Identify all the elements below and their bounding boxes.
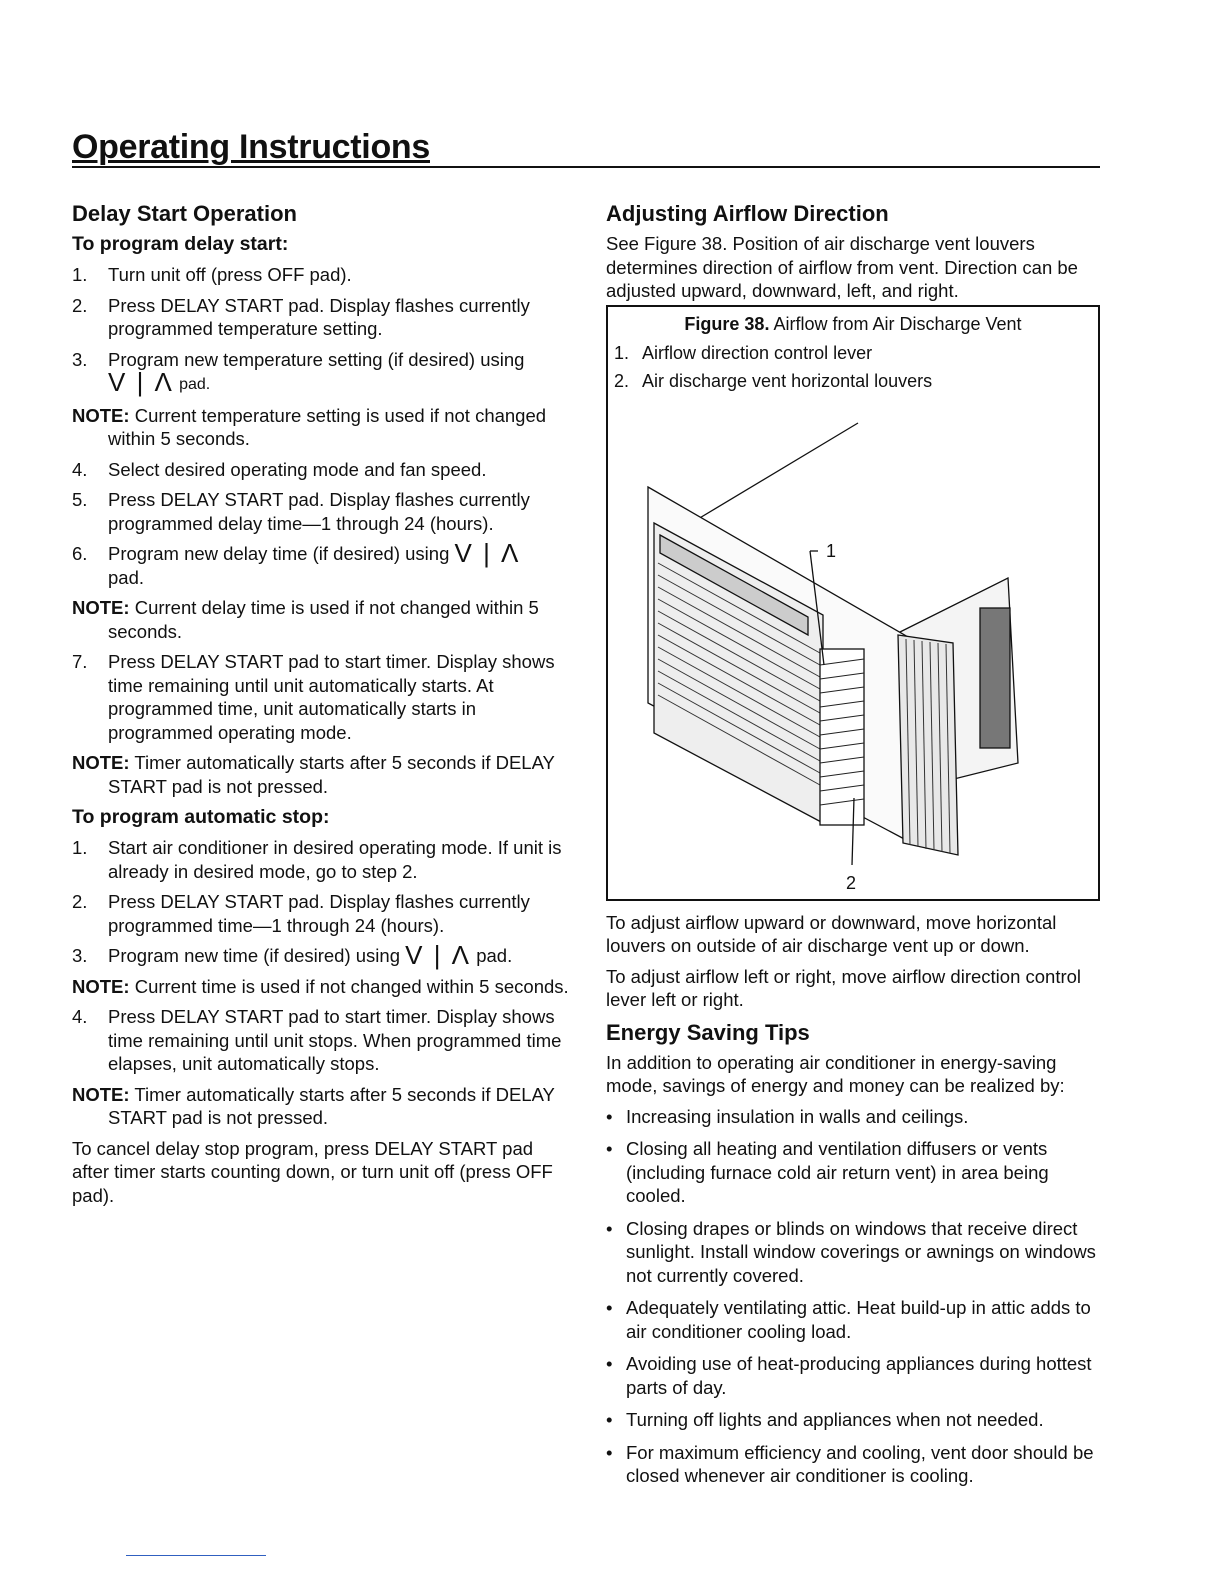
delay-start-heading: Delay Start Operation <box>72 201 297 226</box>
down-up-arrow-icon: V | Λ <box>405 940 472 970</box>
step-text: Press DELAY START pad. Display flashes currently programmed time—1 through 24 (hours). <box>108 891 530 936</box>
step-number: 1. <box>72 264 88 285</box>
step-text: Press DELAY START pad to start timer. Display shows time remaining until unit stops. When programmed time elapses, unit automatically stops. <box>108 1006 562 1074</box>
step-text-suffix: pad. <box>108 566 145 588</box>
airflow-intro: See Figure 38. Position of air discharge vent louvers determines direction of airflow from vent. Direction can be adjusted upward, downward, left, and right. <box>606 233 1078 301</box>
tip-text: Increasing insulation in walls and ceilings. <box>626 1105 969 1127</box>
step-text: Press DELAY START pad. Display flashes currently programmed delay time—1 through 24 (hours). <box>108 489 530 534</box>
footer-rule <box>126 1555 266 1556</box>
right-column <box>606 200 1100 1497</box>
tip-item <box>606 1296 1100 1343</box>
energy-intro: In addition to operating air conditioner in energy-saving mode, savings of energy and money can be realized by: <box>606 1051 1065 1096</box>
note-label: NOTE: <box>72 1083 130 1105</box>
program-delay-start-subheading: To program delay start: <box>72 233 289 255</box>
step-text: Select desired operating mode and fan speed. <box>108 458 487 480</box>
delay-step-2 <box>72 294 572 341</box>
step-number: 5. <box>72 489 88 510</box>
tip-text: For maximum efficiency and cooling, vent door should be closed whenever air conditioner is cooling. <box>626 1441 1094 1486</box>
step-number: 2. <box>72 294 88 316</box>
down-up-arrow-icon: V | Λ <box>108 367 174 397</box>
legend-number: 1. <box>614 343 630 363</box>
tip-item <box>606 1137 1100 1208</box>
note-text: Current temperature setting is used if not changed within 5 seconds. <box>108 404 547 449</box>
delay-step-1 <box>72 263 572 287</box>
airflow-heading: Adjusting Airflow Direction <box>606 201 889 226</box>
note-label: NOTE: <box>72 752 130 773</box>
callout-1: 1 <box>826 540 837 561</box>
note-5 <box>72 1083 572 1130</box>
step-text: Press DELAY START pad to start timer. Display shows time remaining until unit automatically starts. At programmed time, unit automatically starts in programmed operating mode. <box>108 651 555 743</box>
tip-text: Turning off lights and appliances when not needed. <box>626 1409 1044 1430</box>
step-number: 7. <box>72 651 88 672</box>
tip-item <box>606 1105 1100 1129</box>
stop-step-4 <box>72 1005 572 1076</box>
step-text: Start air conditioner in desired operating mode. If unit is already in desired mode, go to step 2. <box>108 837 562 882</box>
delay-step-5 <box>72 488 572 535</box>
note-1 <box>72 404 572 451</box>
energy-saving-heading: Energy Saving Tips <box>606 1019 810 1045</box>
down-up-arrow-icon: V | Λ <box>454 538 521 568</box>
step-text-suffix: pad. <box>179 376 211 393</box>
note-4 <box>72 975 572 999</box>
figure-label: Figure 38. <box>684 313 770 334</box>
note-text: Timer automatically starts after 5 seconds if DELAY START pad is not pressed. <box>108 1083 555 1128</box>
step-text: Program new delay time (if desired) using <box>108 543 450 564</box>
stop-step-2 <box>72 890 572 937</box>
note-label: NOTE: <box>72 975 130 997</box>
figure-legend-item <box>608 342 1098 366</box>
step-number: 4. <box>72 1006 88 1027</box>
tip-item <box>606 1441 1100 1488</box>
step-number: 1. <box>72 837 88 858</box>
step-text: Program new temperature setting (if desired) using <box>108 348 525 370</box>
tip-item <box>606 1217 1100 1288</box>
cancel-instructions: To cancel delay stop program, press DELAY START pad after timer starts counting down, or turn unit off (press OFF pad). <box>72 1137 553 1206</box>
note-text: Timer automatically starts after 5 seconds if DELAY START pad is not pressed. <box>108 752 555 797</box>
air-conditioner-illustration <box>608 403 1098 893</box>
tip-item <box>606 1352 1100 1399</box>
tip-item <box>606 1408 1100 1432</box>
stop-step-3 <box>72 940 572 970</box>
note-label: NOTE: <box>72 404 130 426</box>
delay-step-4 <box>72 458 572 482</box>
delay-step-7 <box>72 650 572 744</box>
figure-legend-item <box>608 370 1098 394</box>
note-2 <box>72 596 572 643</box>
tip-text: Avoiding use of heat-producing appliances during hottest parts of day. <box>626 1353 1092 1398</box>
tip-text: Adequately ventilating attic. Heat build-up in attic adds to air conditioner cooling load. <box>626 1297 1091 1342</box>
delay-step-6 <box>72 538 572 589</box>
stop-step-1 <box>72 836 572 883</box>
tip-text: Closing drapes or blinds on windows that receive direct sunlight. Install window coverings or awnings on windows not currently covered. <box>626 1217 1096 1286</box>
tip-text: Closing all heating and ventilation diffusers or vents (including furnace cold air return vent) in area being cooled. <box>626 1138 1049 1206</box>
figure-38 <box>606 305 1100 901</box>
page-title <box>72 126 1100 168</box>
step-number: 6. <box>72 543 88 564</box>
callout-2: 2 <box>846 872 857 893</box>
step-text: Program new time (if desired) using <box>108 945 400 966</box>
delay-step-3 <box>72 348 572 397</box>
step-number: 3. <box>72 945 88 966</box>
adjust-horizontal-text: To adjust airflow left or right, move airflow direction control lever left or right. <box>606 965 1082 1010</box>
legend-text: Air discharge vent horizontal louvers <box>642 370 933 391</box>
note-3 <box>72 751 572 798</box>
left-column <box>72 200 572 1214</box>
step-number: 4. <box>72 458 88 480</box>
figure-title: Airflow from Air Discharge Vent <box>773 313 1022 334</box>
legend-text: Airflow direction control lever <box>642 343 873 363</box>
note-text: Current time is used if not changed within 5 seconds. <box>134 975 569 997</box>
figure-caption <box>608 313 1098 337</box>
step-text-suffix: pad. <box>476 945 513 966</box>
page-title-text: Operating Instructions <box>72 128 430 166</box>
step-number: 2. <box>72 891 88 912</box>
step-number: 3. <box>72 348 88 370</box>
legend-number: 2. <box>614 370 630 391</box>
step-text: Turn unit off (press OFF pad). <box>108 264 352 285</box>
program-automatic-stop-subheading: To program automatic stop: <box>72 806 330 828</box>
note-text: Current delay time is used if not changed within 5 seconds. <box>108 597 539 642</box>
adjust-vertical-text: To adjust airflow upward or downward, move horizontal louvers on outside of air discharge vent up or down. <box>606 911 1057 956</box>
step-text: Press DELAY START pad. Display flashes currently programmed temperature setting. <box>108 294 530 339</box>
note-label: NOTE: <box>72 597 130 618</box>
